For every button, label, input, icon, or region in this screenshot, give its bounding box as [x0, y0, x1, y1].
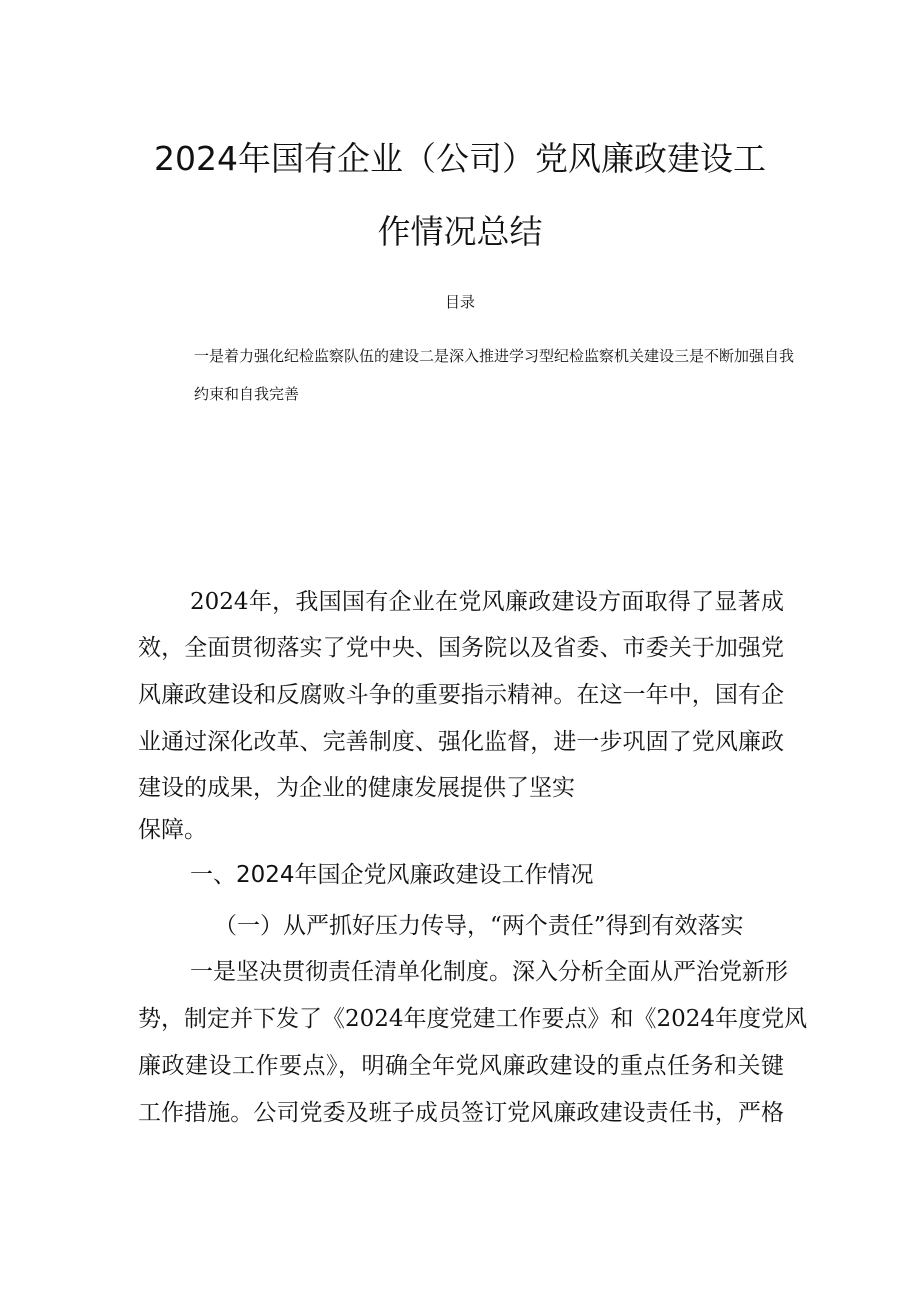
subsection-heading: （一）从严抓好压力传导，“两个责任”得到有效落实 [214, 913, 744, 939]
intro-paragraph-line: 业通过深化改革、完善制度、强化监督，进一步巩固了党风廉政 [138, 729, 784, 755]
toc-heading: 目录 [444, 293, 475, 311]
toc-entry-line: 约束和自我完善 [194, 385, 300, 403]
body-paragraph-line: 工作措施。公司党委及班子成员签订党风廉政建设责任书，严格 [138, 1100, 784, 1126]
document-title-line-1: 2024年国有企业（公司）党风廉政建设工 [154, 139, 766, 178]
toc-entry-line: 一是着力强化纪检监察队伍的建设二是深入推进学习型纪检监察机关建设三是不断加强自我 [194, 347, 795, 365]
intro-paragraph-line: 2024年，我国国有企业在党风廉政建设方面取得了显著成 [190, 589, 784, 615]
section-heading: 一、2024年国企党风廉政建设工作情况 [190, 862, 594, 888]
body-paragraph-line: 廉政建设工作要点》，明确全年党风廉政建设的重点任务和关键 [138, 1053, 784, 1079]
intro-paragraph-line: 保障。 [138, 817, 207, 843]
body-paragraph-line: 一是坚决贯彻责任清单化制度。深入分析全面从严治党新形 [190, 959, 788, 985]
body-paragraph-line: 势，制定并下发了《2024年度党建工作要点》和《2024年度党风 [138, 1006, 808, 1032]
intro-paragraph-line: 效，全面贯彻落实了党中央、国务院以及省委、市委关于加强党 [138, 635, 784, 661]
document-title-line-2: 作情况总结 [377, 212, 543, 251]
intro-paragraph-line: 建设的成果，为企业的健康发展提供了坚实 [138, 775, 575, 801]
intro-paragraph-line: 风廉政建设和反腐败斗争的重要指示精神。在这一年中，国有企 [138, 682, 784, 708]
